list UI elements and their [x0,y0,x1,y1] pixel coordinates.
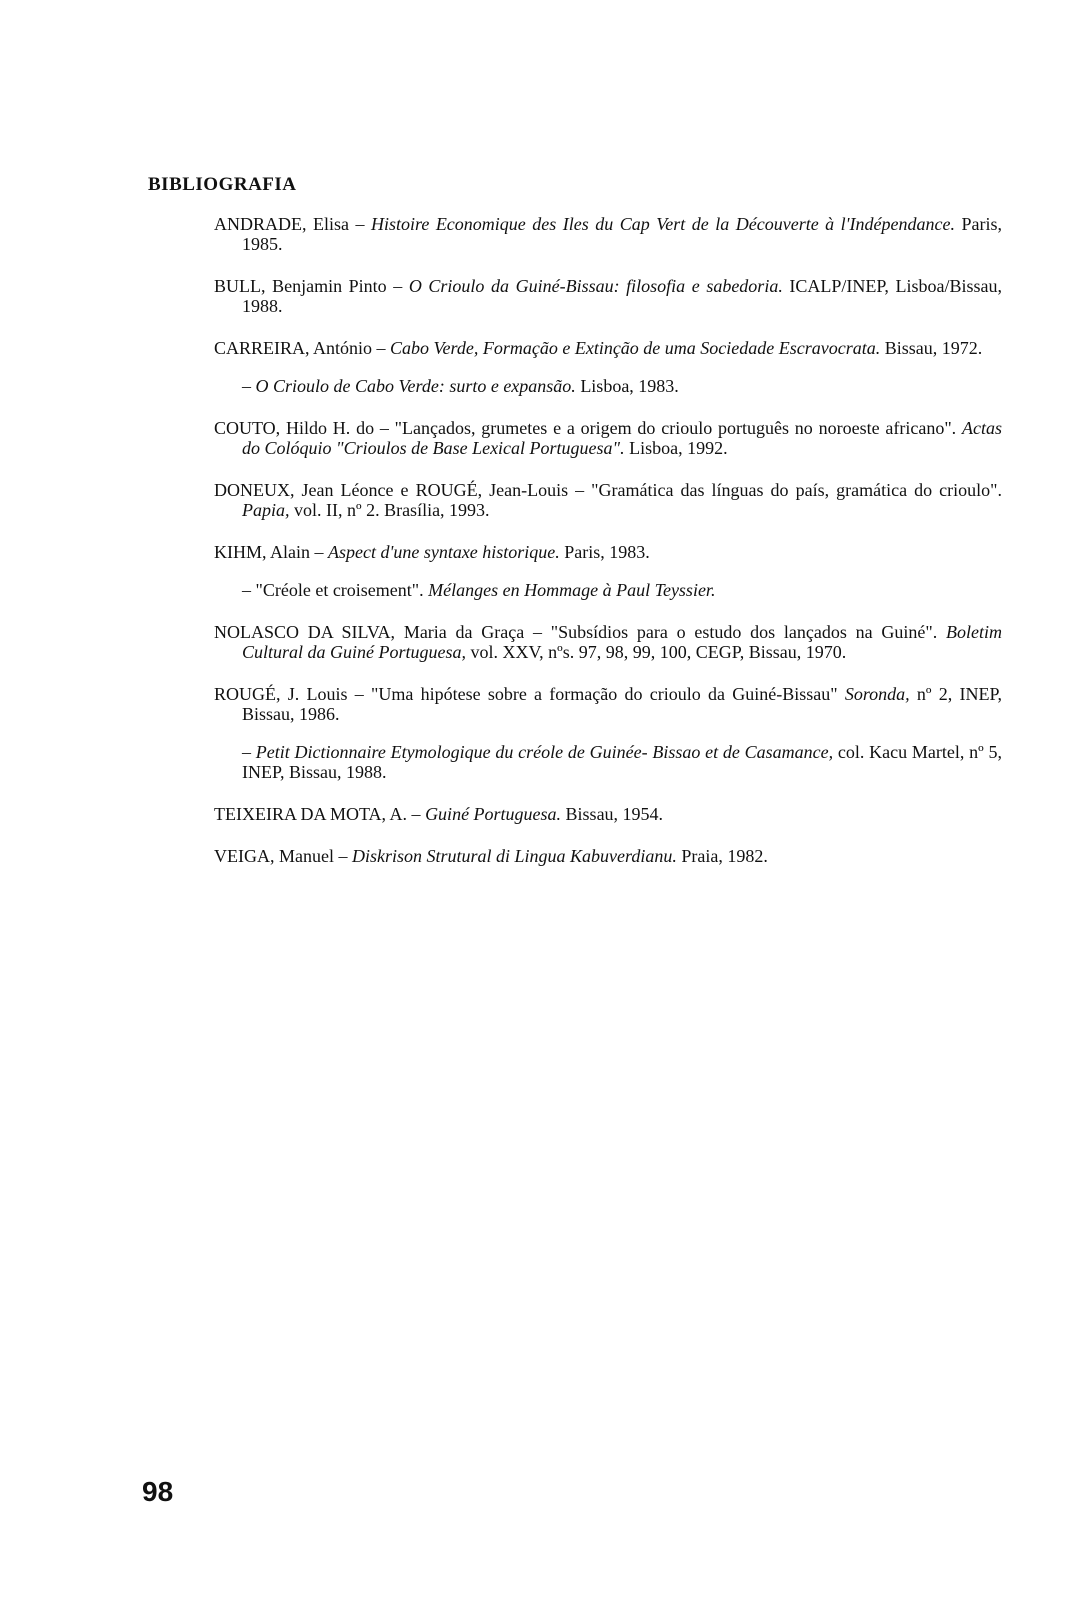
entry-title: Soronda, [844,684,910,704]
entry-publication: Praia, 1982. [676,846,768,866]
entry-title: Boletim Cultural da Guiné Portuguesa, [242,622,1002,662]
bibliography-entry-carreira [214,338,1002,358]
entry-publication: Lisboa, 1992. [624,438,728,458]
entry-title: O Crioulo da Guiné-Bissau: filosofia e sabedoria. [408,276,783,296]
entry-author: NOLASCO DA SILVA, Maria da Graça – "Subsídios para o estudo dos lançados na Guiné". [214,622,946,642]
bibliography-entry-rouge [214,684,1002,724]
entry-author: – [242,742,256,762]
entry-title: O Crioulo de Cabo Verde: surto e expansão. [255,376,576,396]
entry-author: TEIXEIRA DA MOTA, A. – [214,804,426,824]
entry-publication: Paris, 1983. [559,542,650,562]
bibliography-entry-teixeira [214,804,1002,824]
entry-title: Mélanges en Hommage à Paul Teyssier. [428,580,716,600]
entry-publication: col. Kacu Martel, nº 5, INEP, Bissau, 1988. [242,742,1003,782]
bibliography-entry-kihm [214,542,1002,562]
entry-publication: vol. XXV, nºs. 97, 98, 99, 100, CEGP, Bissau, 1970. [466,642,847,662]
bibliography-list [214,214,1002,888]
entry-title: Histoire Economique des Iles du Cap Vert de la Découverte à l'Indépendance. [370,214,955,234]
bibliography-entry-kihm-2 [214,580,1002,600]
bibliography-entry-rouge-2 [214,742,1002,782]
entry-title: Papia, [242,500,290,520]
page-number: 98 [142,1476,174,1507]
entry-title: Aspect d'une syntaxe historique. [328,542,560,562]
bibliography-entry-bull [214,276,1002,316]
entry-author: ANDRADE, Elisa – [214,214,371,234]
entry-author: BULL, Benjamin Pinto – [214,276,409,296]
bibliography-entry-couto [214,418,1002,458]
entry-publication: Lisboa, 1983. [575,376,679,396]
entry-author: KIHM, Alain – [214,542,328,562]
entry-title: Guiné Portuguesa. [425,804,562,824]
entry-author: COUTO, Hildo H. do – "Lançados, grumetes e a origem do crioulo português no noroeste africano". [214,418,962,438]
bibliography-entry-veiga [214,846,1002,866]
entry-publication: ICALP/INEP, Lisboa/Bissau, 1988. [242,276,1002,316]
entry-publication: Bissau, 1954. [561,804,664,824]
bibliography-heading: BIBLIOGRAFIA [148,174,297,195]
entry-title: Petit Dictionnaire Etymologique du créole de Guinée- Bissao et de Casamance, [255,742,834,762]
entry-publication: Paris, 1985. [242,214,1002,254]
entry-title: Actas do Colóquio "Crioulos de Base Lexical Portuguesa". [242,418,1002,458]
entry-title: Diskrison Strutural di Lingua Kabuverdianu. [351,846,677,866]
bibliography-entry-doneux [214,480,1002,520]
entry-author: – [242,376,256,396]
entry-publication: nº 2, INEP, Bissau, 1986. [242,684,1002,724]
entry-author: – "Créole et croisement". [242,580,429,600]
entry-title: Cabo Verde, Formação e Extinção de uma Sociedade Escravocrata. [390,338,881,358]
entry-author: ROUGÉ, J. Louis – "Uma hipótese sobre a formação do crioulo da Guiné-Bissau" [214,684,845,704]
bibliography-entry-andrade [214,214,1002,254]
entry-publication: vol. II, nº 2. Brasília, 1993. [289,500,490,520]
entry-author: VEIGA, Manuel – [214,846,352,866]
bibliography-entry-nolasco [214,622,1002,662]
entry-author: DONEUX, Jean Léonce e ROUGÉ, Jean-Louis – "Gramática das línguas do país, gramática do crioulo". [214,480,1002,500]
entry-author: CARREIRA, António – [214,338,391,358]
bibliography-entry-carreira-2 [214,376,1002,396]
entry-publication: Bissau, 1972. [880,338,983,358]
